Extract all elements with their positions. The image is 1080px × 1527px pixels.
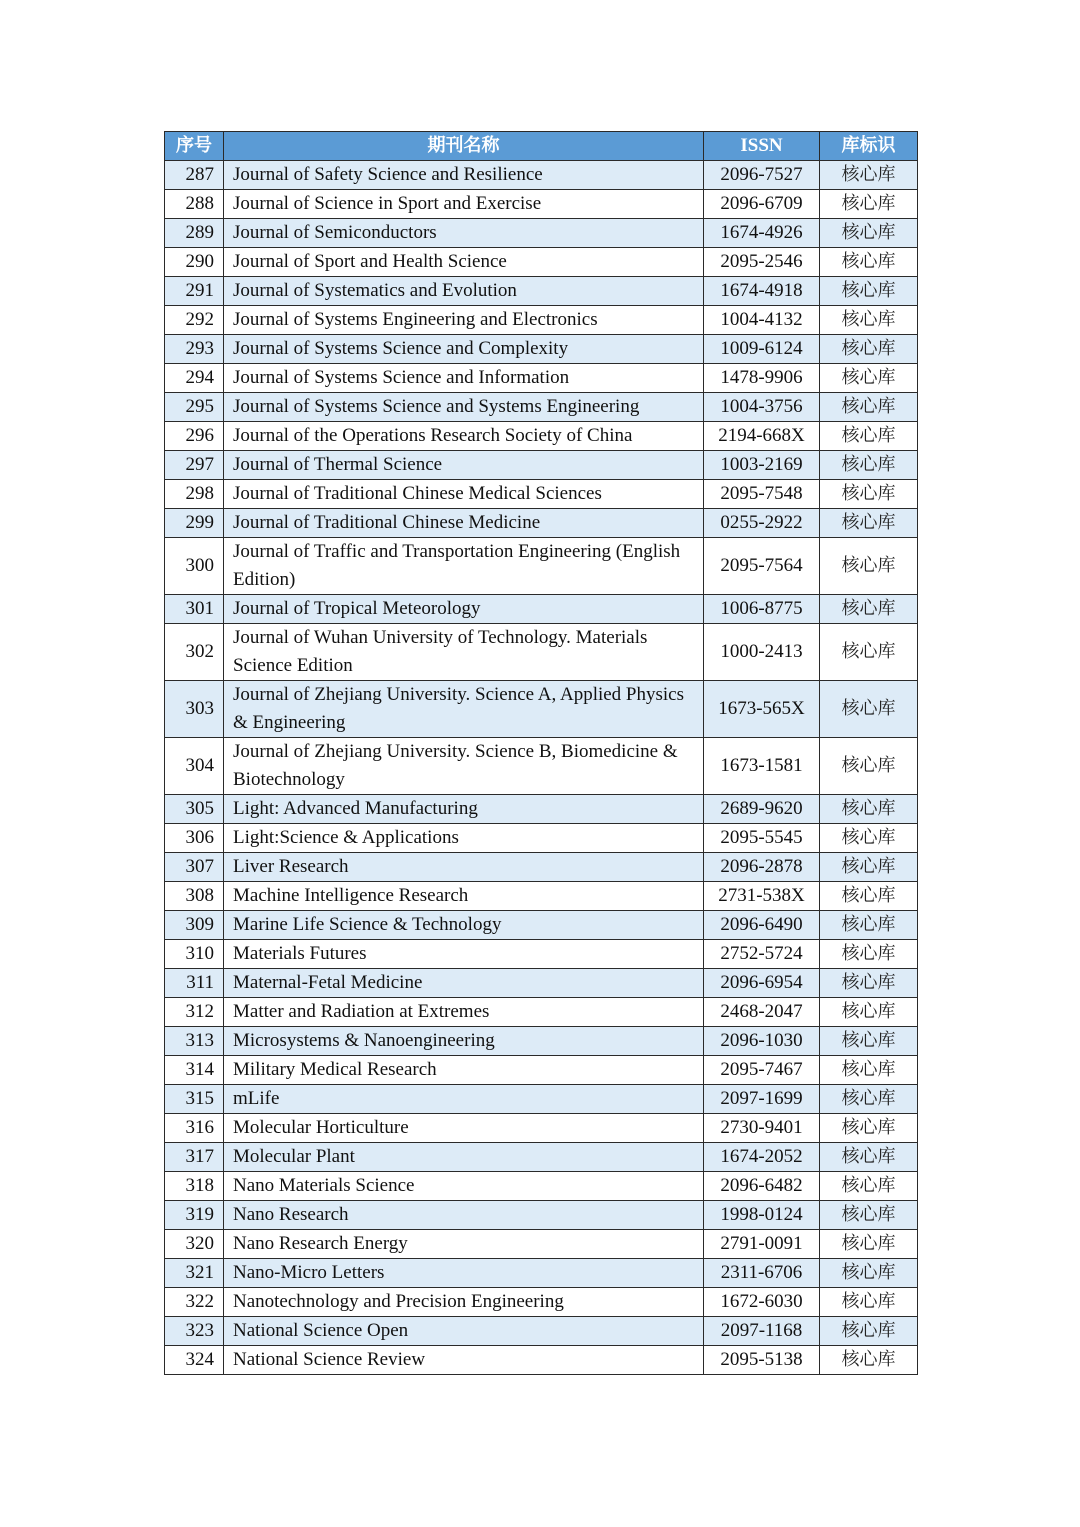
row-number: 303 bbox=[165, 681, 224, 738]
row-number: 293 bbox=[165, 335, 224, 364]
table-row bbox=[165, 1085, 918, 1114]
journal-name: Molecular Plant bbox=[224, 1143, 704, 1172]
row-number: 309 bbox=[165, 911, 224, 940]
journal-name: Journal of Traffic and Transportation Engineering (English Edition) bbox=[224, 538, 704, 595]
library-tag: 核心库 bbox=[820, 161, 918, 190]
journal-name: Nano Materials Science bbox=[224, 1172, 704, 1201]
table-row bbox=[165, 882, 918, 911]
library-tag: 核心库 bbox=[820, 595, 918, 624]
journal-name: Journal of Wuhan University of Technology. Materials Science Edition bbox=[224, 624, 704, 681]
row-number: 320 bbox=[165, 1230, 224, 1259]
issn-value: 2095-7564 bbox=[704, 538, 820, 595]
table-row bbox=[165, 1230, 918, 1259]
table-body bbox=[165, 161, 918, 1375]
table-row bbox=[165, 248, 918, 277]
issn-value: 1672-6030 bbox=[704, 1288, 820, 1317]
row-number: 288 bbox=[165, 190, 224, 219]
journal-name: Journal of Systems Science and Systems Engineering bbox=[224, 393, 704, 422]
journal-name: National Science Review bbox=[224, 1346, 704, 1375]
issn-value: 2095-7467 bbox=[704, 1056, 820, 1085]
issn-value: 1006-8775 bbox=[704, 595, 820, 624]
library-tag: 核心库 bbox=[820, 1143, 918, 1172]
row-number: 292 bbox=[165, 306, 224, 335]
row-number: 291 bbox=[165, 277, 224, 306]
table-row bbox=[165, 364, 918, 393]
table-row bbox=[165, 624, 918, 681]
library-tag: 核心库 bbox=[820, 277, 918, 306]
table-row bbox=[165, 1259, 918, 1288]
issn-value: 2096-1030 bbox=[704, 1027, 820, 1056]
library-tag: 核心库 bbox=[820, 1346, 918, 1375]
row-number: 314 bbox=[165, 1056, 224, 1085]
issn-value: 2096-6709 bbox=[704, 190, 820, 219]
row-number: 304 bbox=[165, 738, 224, 795]
library-tag: 核心库 bbox=[820, 1201, 918, 1230]
table-row bbox=[165, 595, 918, 624]
journal-name: Journal of Safety Science and Resilience bbox=[224, 161, 704, 190]
issn-value: 2096-2878 bbox=[704, 853, 820, 882]
row-number: 295 bbox=[165, 393, 224, 422]
table-header bbox=[165, 132, 918, 161]
table-row bbox=[165, 940, 918, 969]
journal-name: Journal of Zhejiang University. Science B, Biomedicine & Biotechnology bbox=[224, 738, 704, 795]
library-tag: 核心库 bbox=[820, 882, 918, 911]
library-tag: 核心库 bbox=[820, 1288, 918, 1317]
row-number: 297 bbox=[165, 451, 224, 480]
table-row bbox=[165, 911, 918, 940]
library-tag: 核心库 bbox=[820, 480, 918, 509]
journal-name: Nano Research bbox=[224, 1201, 704, 1230]
journal-name: Journal of Sport and Health Science bbox=[224, 248, 704, 277]
issn-value: 1673-1581 bbox=[704, 738, 820, 795]
library-tag: 核心库 bbox=[820, 738, 918, 795]
journal-name: Materials Futures bbox=[224, 940, 704, 969]
journal-name: Molecular Horticulture bbox=[224, 1114, 704, 1143]
issn-value: 2730-9401 bbox=[704, 1114, 820, 1143]
table-row bbox=[165, 738, 918, 795]
library-tag: 核心库 bbox=[820, 795, 918, 824]
library-tag: 核心库 bbox=[820, 853, 918, 882]
journal-name: Nano Research Energy bbox=[224, 1230, 704, 1259]
issn-value: 1009-6124 bbox=[704, 335, 820, 364]
row-number: 302 bbox=[165, 624, 224, 681]
row-number: 299 bbox=[165, 509, 224, 538]
issn-value: 2731-538X bbox=[704, 882, 820, 911]
journal-name: Nano-Micro Letters bbox=[224, 1259, 704, 1288]
table-row bbox=[165, 853, 918, 882]
header-library: 库标识 bbox=[820, 132, 918, 161]
row-number: 313 bbox=[165, 1027, 224, 1056]
journal-name: Maternal-Fetal Medicine bbox=[224, 969, 704, 998]
row-number: 287 bbox=[165, 161, 224, 190]
issn-value: 2095-2546 bbox=[704, 248, 820, 277]
journal-name: National Science Open bbox=[224, 1317, 704, 1346]
journal-name: Journal of Systematics and Evolution bbox=[224, 277, 704, 306]
table-row bbox=[165, 1317, 918, 1346]
issn-value: 2791-0091 bbox=[704, 1230, 820, 1259]
journal-name: Journal of the Operations Research Society of China bbox=[224, 422, 704, 451]
library-tag: 核心库 bbox=[820, 422, 918, 451]
library-tag: 核心库 bbox=[820, 998, 918, 1027]
row-number: 324 bbox=[165, 1346, 224, 1375]
table-row bbox=[165, 824, 918, 853]
table-row bbox=[165, 480, 918, 509]
journal-name: mLife bbox=[224, 1085, 704, 1114]
journal-name: Light:Science & Applications bbox=[224, 824, 704, 853]
table-row bbox=[165, 1201, 918, 1230]
row-number: 298 bbox=[165, 480, 224, 509]
row-number: 296 bbox=[165, 422, 224, 451]
table-row bbox=[165, 306, 918, 335]
table-row bbox=[165, 219, 918, 248]
journal-name: Journal of Traditional Chinese Medical Sciences bbox=[224, 480, 704, 509]
journal-name: Marine Life Science & Technology bbox=[224, 911, 704, 940]
row-number: 294 bbox=[165, 364, 224, 393]
row-number: 300 bbox=[165, 538, 224, 595]
table-row bbox=[165, 393, 918, 422]
library-tag: 核心库 bbox=[820, 393, 918, 422]
issn-value: 2097-1168 bbox=[704, 1317, 820, 1346]
library-tag: 核心库 bbox=[820, 451, 918, 480]
table-row bbox=[165, 1288, 918, 1317]
issn-value: 2096-6954 bbox=[704, 969, 820, 998]
table-row bbox=[165, 335, 918, 364]
library-tag: 核心库 bbox=[820, 1056, 918, 1085]
issn-value: 1004-3756 bbox=[704, 393, 820, 422]
library-tag: 核心库 bbox=[820, 509, 918, 538]
header-row bbox=[165, 132, 918, 161]
issn-value: 2096-6490 bbox=[704, 911, 820, 940]
library-tag: 核心库 bbox=[820, 1317, 918, 1346]
row-number: 323 bbox=[165, 1317, 224, 1346]
table-row bbox=[165, 190, 918, 219]
table-row bbox=[165, 161, 918, 190]
journal-table bbox=[164, 131, 918, 1375]
issn-value: 2689-9620 bbox=[704, 795, 820, 824]
row-number: 290 bbox=[165, 248, 224, 277]
row-number: 318 bbox=[165, 1172, 224, 1201]
issn-value: 1003-2169 bbox=[704, 451, 820, 480]
issn-value: 2096-7527 bbox=[704, 161, 820, 190]
journal-name: Microsystems & Nanoengineering bbox=[224, 1027, 704, 1056]
journal-name: Journal of Semiconductors bbox=[224, 219, 704, 248]
table-row bbox=[165, 1114, 918, 1143]
row-number: 307 bbox=[165, 853, 224, 882]
library-tag: 核心库 bbox=[820, 335, 918, 364]
issn-value: 2194-668X bbox=[704, 422, 820, 451]
journal-name: Liver Research bbox=[224, 853, 704, 882]
library-tag: 核心库 bbox=[820, 248, 918, 277]
table-row bbox=[165, 1056, 918, 1085]
library-tag: 核心库 bbox=[820, 1027, 918, 1056]
table-row bbox=[165, 998, 918, 1027]
header-journal-name: 期刊名称 bbox=[224, 132, 704, 161]
table-row bbox=[165, 1346, 918, 1375]
row-number: 319 bbox=[165, 1201, 224, 1230]
row-number: 316 bbox=[165, 1114, 224, 1143]
issn-value: 2097-1699 bbox=[704, 1085, 820, 1114]
library-tag: 核心库 bbox=[820, 1172, 918, 1201]
row-number: 322 bbox=[165, 1288, 224, 1317]
journal-name: Light: Advanced Manufacturing bbox=[224, 795, 704, 824]
library-tag: 核心库 bbox=[820, 824, 918, 853]
row-number: 305 bbox=[165, 795, 224, 824]
issn-value: 2095-5138 bbox=[704, 1346, 820, 1375]
issn-value: 1478-9906 bbox=[704, 364, 820, 393]
library-tag: 核心库 bbox=[820, 364, 918, 393]
issn-value: 2752-5724 bbox=[704, 940, 820, 969]
library-tag: 核心库 bbox=[820, 538, 918, 595]
table-row bbox=[165, 795, 918, 824]
library-tag: 核心库 bbox=[820, 306, 918, 335]
library-tag: 核心库 bbox=[820, 1085, 918, 1114]
table-row bbox=[165, 969, 918, 998]
issn-value: 1000-2413 bbox=[704, 624, 820, 681]
library-tag: 核心库 bbox=[820, 1230, 918, 1259]
library-tag: 核心库 bbox=[820, 1259, 918, 1288]
issn-value: 2096-6482 bbox=[704, 1172, 820, 1201]
row-number: 312 bbox=[165, 998, 224, 1027]
issn-value: 2095-7548 bbox=[704, 480, 820, 509]
row-number: 308 bbox=[165, 882, 224, 911]
journal-name: Journal of Systems Science and Complexity bbox=[224, 335, 704, 364]
library-tag: 核心库 bbox=[820, 940, 918, 969]
table-row bbox=[165, 538, 918, 595]
journal-name: Journal of Thermal Science bbox=[224, 451, 704, 480]
journal-name: Military Medical Research bbox=[224, 1056, 704, 1085]
table-row bbox=[165, 422, 918, 451]
issn-value: 2468-2047 bbox=[704, 998, 820, 1027]
library-tag: 核心库 bbox=[820, 624, 918, 681]
issn-value: 1004-4132 bbox=[704, 306, 820, 335]
row-number: 311 bbox=[165, 969, 224, 998]
journal-name: Matter and Radiation at Extremes bbox=[224, 998, 704, 1027]
table-row bbox=[165, 1027, 918, 1056]
library-tag: 核心库 bbox=[820, 681, 918, 738]
issn-value: 1674-2052 bbox=[704, 1143, 820, 1172]
table-row bbox=[165, 1143, 918, 1172]
journal-name: Nanotechnology and Precision Engineering bbox=[224, 1288, 704, 1317]
library-tag: 核心库 bbox=[820, 969, 918, 998]
journal-name: Journal of Zhejiang University. Science A, Applied Physics & Engineering bbox=[224, 681, 704, 738]
issn-value: 0255-2922 bbox=[704, 509, 820, 538]
table-row bbox=[165, 681, 918, 738]
row-number: 317 bbox=[165, 1143, 224, 1172]
table-row bbox=[165, 509, 918, 538]
library-tag: 核心库 bbox=[820, 1114, 918, 1143]
issn-value: 2311-6706 bbox=[704, 1259, 820, 1288]
library-tag: 核心库 bbox=[820, 190, 918, 219]
library-tag: 核心库 bbox=[820, 911, 918, 940]
header-issn: ISSN bbox=[704, 132, 820, 161]
row-number: 301 bbox=[165, 595, 224, 624]
row-number: 321 bbox=[165, 1259, 224, 1288]
row-number: 306 bbox=[165, 824, 224, 853]
issn-value: 1998-0124 bbox=[704, 1201, 820, 1230]
table-row bbox=[165, 277, 918, 306]
journal-name: Journal of Science in Sport and Exercise bbox=[224, 190, 704, 219]
row-number: 289 bbox=[165, 219, 224, 248]
issn-value: 1674-4926 bbox=[704, 219, 820, 248]
row-number: 310 bbox=[165, 940, 224, 969]
issn-value: 1674-4918 bbox=[704, 277, 820, 306]
library-tag: 核心库 bbox=[820, 219, 918, 248]
issn-value: 2095-5545 bbox=[704, 824, 820, 853]
journal-name: Journal of Systems Science and Information bbox=[224, 364, 704, 393]
table-row bbox=[165, 451, 918, 480]
issn-value: 1673-565X bbox=[704, 681, 820, 738]
row-number: 315 bbox=[165, 1085, 224, 1114]
table-row bbox=[165, 1172, 918, 1201]
journal-name: Machine Intelligence Research bbox=[224, 882, 704, 911]
journal-name: Journal of Systems Engineering and Electronics bbox=[224, 306, 704, 335]
journal-name: Journal of Traditional Chinese Medicine bbox=[224, 509, 704, 538]
header-number: 序号 bbox=[165, 132, 224, 161]
journal-name: Journal of Tropical Meteorology bbox=[224, 595, 704, 624]
